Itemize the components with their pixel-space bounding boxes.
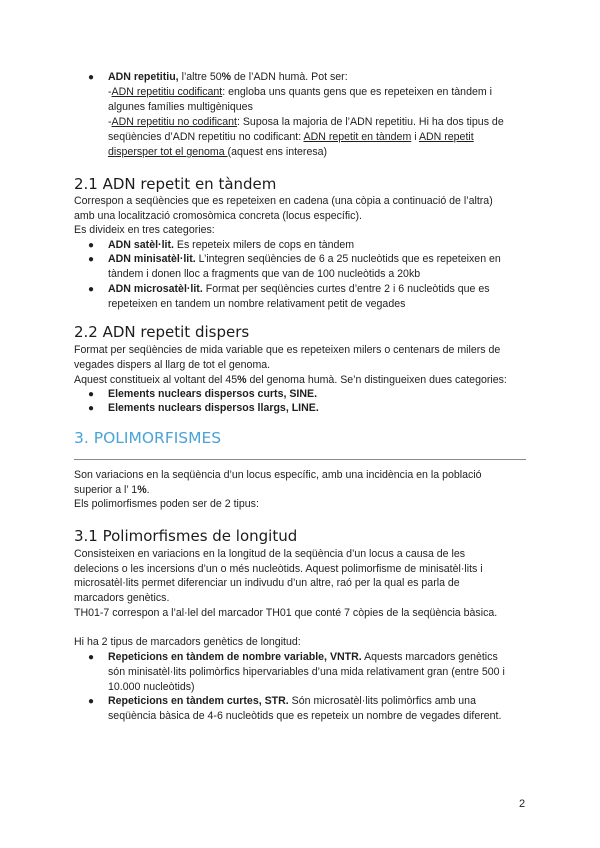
coding-line-1: -ADN repetitiu codificant: engloba uns quants gens que es repeteixen en tàndem i [108,86,492,98]
bullet-icon: ● [88,254,95,265]
noncoding-line-3: dispersper tot el genoma (aquest ens interesa) [108,146,328,158]
bullet-icon: ● [88,652,95,663]
paragraph: Son variacions en la seqüència d’un locus específic, amb una incidència en la població [74,469,482,481]
paragraph: superior a l’ 1%. [74,484,150,496]
bullet-continuation: seqüència bàsica de 4-6 nucleòtids que es repeteix un nombre de vegades diferent. [108,710,502,722]
document-page: ● ADN repetitiu, l’altre 50% de l’ADN humà. Pot ser: -ADN repetitiu codificant: engloba uns quants gens que es repeteixen en tàndem i algunes famílies multigèniques -ADN repetitiu no codificant: Suposa la majoria de l’ADN repetitiu. Hi ha dos tipus de seqüències d’ADN repetitiu no codificant: ADN repetit en tàndem i ADN repetit dispersper tot el genoma (aquest ens interesa) 2.1 ADN repetit en tàndem Correspon a seqüències que es repeteixen en cadena (una còpia a continuació de l’altra) amb una localització cromosòmica concreta (locus específic). Es divideix en tres categories: ● ADN satèl·lit. Es repeteix milers de cops en tàndem ● ADN minisatèl·lit. L’integren seqüències de 6 a 25 nucleòtids que es repeteixen en tàndem i donen lloc a fragments que van de 100 nucleòtids a 20kb ● ADN microsatèl·lit. Format per seqüències curtes d’entre 2 i 6 nucleòtids que es repeteixen en tandem un nombre relativament petit de vegades 2.2 ADN repetit dispers Format per seqüències de mida variable que es repeteixen milers o centenars de milers de vegades dispers al llarg de tot el genoma. Aquest constitueix al voltant del 45% del genoma humà. Se’n distingueixen dues categories: ● Elements nuclears dispersos curts, SINE. ● Elements nuclears dispersos llargs, LINE. 3. POLIMORFISMES Son variacions en la seqüència d’un locus específic, amb una incidència en la població superior a l’ 1%. Els polimorfismes poden ser de 2 tipus: 3.1 Polimorfismes de longitud Consisteixen en variacions en la longitud de la seqüència d’un locus a causa de les delecions o les incersions d’un o més nucleòtids. Aquest polimorfisme de minisatèl·lits i microsatèl·lits permet diferenciar un indivudu d’un altre, raó per la qual es parla de marcadors genètics. TH01-7 correspon a l’al·lel del marcador TH01 que conté 7 còpies de la seqüència bàsica. Hi ha 2 tipus de marcadors genètics de longitud: ● Repeticions en tàndem de nombre variable, VNTR. Aquests marcadors genètics són minisatèl·lits polimòrfics hipervariables d’una mida relativament gran (entre 500 i 10.000 nucleòtids) ● Repeticions en tàndem curtes, STR. Són microsatèl·lits polimòrfics amb una seqüència bàsica de 4-6 nucleòtids que es repeteix un nombre de vegades diferent. 2 [0,0,600,848]
section-title-2-2: 2.2 ADN repetit dispers [74,323,250,341]
paragraph: TH01-7 correspon a l’al·lel del marcador TH01 que conté 7 còpies de la seqüència bàsica. [74,607,498,619]
paragraph: Els polimorfismes poden ser de 2 tipus: [74,498,259,510]
paragraph: vegades dispers al llarg de tot el genoma. [74,359,271,371]
bullet-icon: ● [88,284,95,295]
term-coding: ADN repetitiu codificant [111,86,223,98]
bullet-icon: ● [88,403,95,414]
bullet-icon: ● [88,389,95,400]
bullet-continuation: són minisatèl·lits polimòrfics hipervariables d’una mida relativament gran (entre 500 i [108,666,505,678]
term-noncoding: ADN repetitiu no codificant [111,116,237,128]
paragraph: Es divideix en tres categories: [74,224,215,236]
noncoding-line-2: seqüències d’ADN repetitiu no codificant: ADN repetit en tàndem i ADN repetit [108,131,474,143]
paragraph: amb una localització cromosòmica concreta (locus específic). [74,210,362,222]
link-dispers: ADN repetit [418,131,474,143]
paragraph: Consisteixen en variacions en la longitud de la seqüència d’un locus a causa de les [74,548,466,560]
section-title-2-1: 2.1 ADN repetit en tàndem [74,175,277,193]
noncoding-line-1: -ADN repetitiu no codificant: Suposa la majoria de l’ADN repetitiu. Hi ha dos tipus de [108,116,504,128]
coding-line-2: algunes famílies multigèniques [108,101,253,113]
paragraph: Hi ha 2 tipus de marcadors genètics de longitud: [74,636,301,648]
paragraph: Correspon a seqüències que es repeteixen en cadena (una còpia a continuació de l’altra) [74,195,493,207]
chapter-title: 3. POLIMORFISMES [74,429,222,447]
section-title-3-1: 3.1 Polimorfismes de longitud [74,527,298,545]
chapter-divider [74,459,526,460]
bullet-continuation: 10.000 nucleòtids) [108,681,195,693]
paragraph: delecions o les incersions d’un o més nucleòtids. Aquest polimorfisme de minisatèl·lits i [74,563,483,575]
paragraph: Aquest constitueix al voltant del 45% del genoma humà. Se’n distingueixen dues categories: [74,374,507,386]
paragraph: marcadors genètics. [74,592,170,604]
bullet-icon: ● [88,72,95,83]
bullet-continuation: tàndem i donen lloc a fragments que van de 100 nucleòtids a 20kb [108,268,421,280]
link-tandem: ADN repetit en tàndem [303,131,412,143]
page-number: 2 [519,798,526,810]
bullet-icon: ● [88,240,95,251]
bullet-continuation: repeteixen en tandem un nombre relativament petit de vegades [108,298,406,310]
paragraph: microsatèl·lits permet diferenciar un indivudu d’un altre, raó per la qual es parla de [74,577,460,589]
paragraph: Format per seqüències de mida variable que es repeteixen milers o centenars de milers de [74,344,501,356]
bullet-title: ADN repetitiu, [108,71,179,83]
bullet-icon: ● [88,696,95,707]
